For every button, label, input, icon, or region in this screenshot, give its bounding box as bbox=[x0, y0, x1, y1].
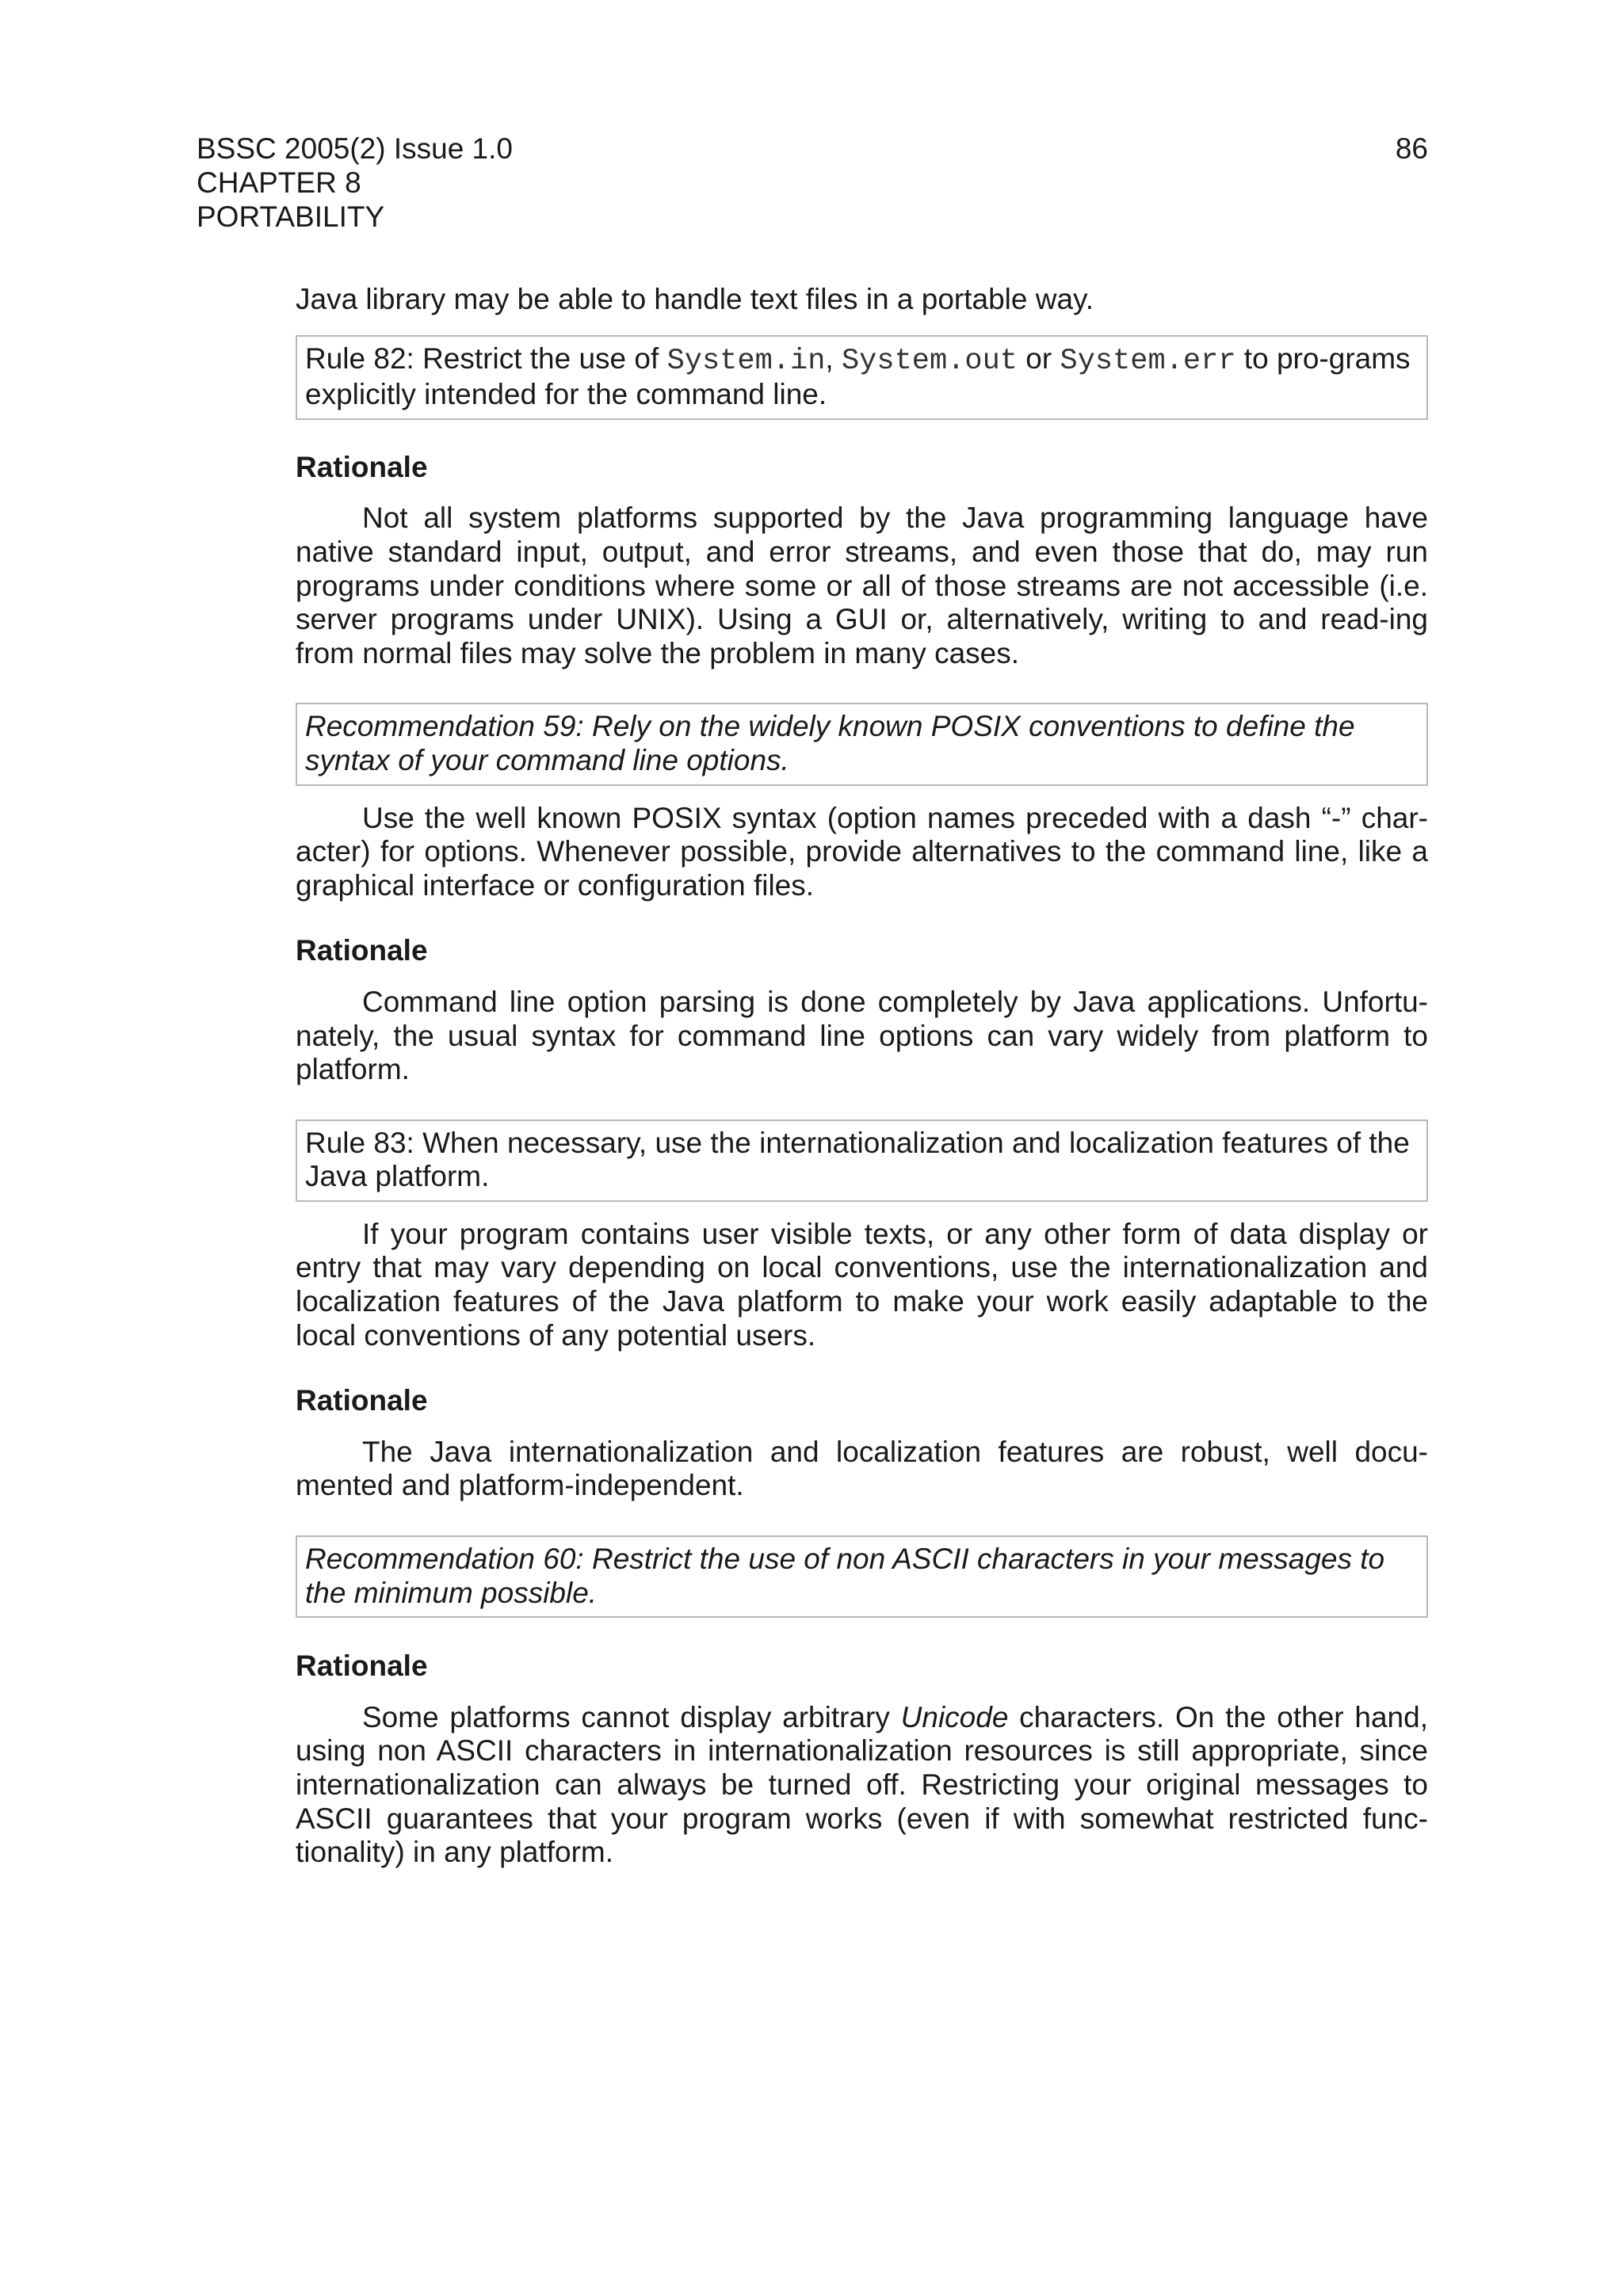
header-doc-id: BSSC 2005(2) Issue 1.0 bbox=[197, 132, 513, 165]
rationale-paragraph-2: Command line option parsing is done completely by Java applications. Unfortu-nately, the usual syntax for command line options can vary widely from platform to platform. bbox=[296, 985, 1428, 1086]
rationale-paragraph-1: Not all system platforms supported by the Java programming language have native standard input, output, and error streams, and even those that do, may run programs under conditions where some or all of those streams are not accessible (i.e. server programs under UNIX). Using a GUI or, alternatively, writing to and read-ing from normal files may solve the problem in many cases. bbox=[296, 502, 1428, 669]
recommendation-59-body: Use the well known POSIX syntax (option names preceded with a dash “-” char-acter) for options. Whenever possible, provide alternatives to the command line, like a graphical interface or configuration files. bbox=[296, 801, 1428, 902]
unicode-term: Unicode bbox=[900, 1700, 1009, 1733]
page-header bbox=[197, 132, 1428, 234]
rule-82-sep1: , bbox=[825, 341, 842, 375]
rationale-heading-4: Rationale bbox=[296, 1650, 428, 1683]
page-number: 86 bbox=[1395, 132, 1428, 165]
recommendation-60-box: Recommendation 60: Restrict the use of non ASCII characters in your messages to the minimum possible. bbox=[296, 1535, 1428, 1618]
rationale-heading-3: Rationale bbox=[296, 1384, 428, 1417]
code-system-err: System.err bbox=[1060, 344, 1236, 378]
rationale-4-text-after: characters. On the other hand, using non ASCII characters in internationalization resources is still appropriate, since internationalization can always be turned off. Restricting your original messages to ASCII guarantees that your program works (even if with somewhat restricted func-tionality) in any platform. bbox=[296, 1700, 1428, 1869]
rule-82-suffix: to pro-grams explicitly intended for the command line. bbox=[305, 341, 1411, 411]
rule-82-sep2: or bbox=[1018, 341, 1060, 375]
header-chapter: CHAPTER 8 bbox=[197, 166, 361, 199]
rationale-heading-1: Rationale bbox=[296, 450, 428, 483]
rationale-paragraph-3: The Java internationalization and localization features are robust, well docu-mented and platform-independent. bbox=[296, 1435, 1428, 1502]
header-left bbox=[197, 132, 1428, 234]
rationale-paragraph-4 bbox=[296, 1701, 1428, 1870]
rule-83-body: If your program contains user visible texts, or any other form of data display or entry that may vary depending on local conventions, use the internationalization and localization features of the Java platform to make your work easily adaptable to the local conventions of any potential users. bbox=[296, 1217, 1428, 1352]
rationale-heading-2: Rationale bbox=[296, 934, 428, 967]
rule-82-box bbox=[296, 335, 1428, 420]
intro-paragraph: Java library may be able to handle text files in a portable way. bbox=[296, 283, 1094, 315]
code-system-out: System.out bbox=[841, 344, 1018, 378]
page-content bbox=[296, 283, 1428, 1870]
header-chapter-title: PORTABILITY bbox=[197, 200, 385, 233]
code-system-in: System.in bbox=[666, 344, 826, 378]
rule-83-box: Rule 83: When necessary, use the internationalization and localization features of the Java platform. bbox=[296, 1119, 1428, 1202]
rationale-4-text-before: Some platforms cannot display arbitrary bbox=[362, 1700, 901, 1733]
rule-82-prefix: Rule 82: Restrict the use of bbox=[305, 341, 667, 375]
recommendation-59-box: Recommendation 59: Rely on the widely known POSIX conventions to define the syntax of your command line options. bbox=[296, 703, 1428, 785]
